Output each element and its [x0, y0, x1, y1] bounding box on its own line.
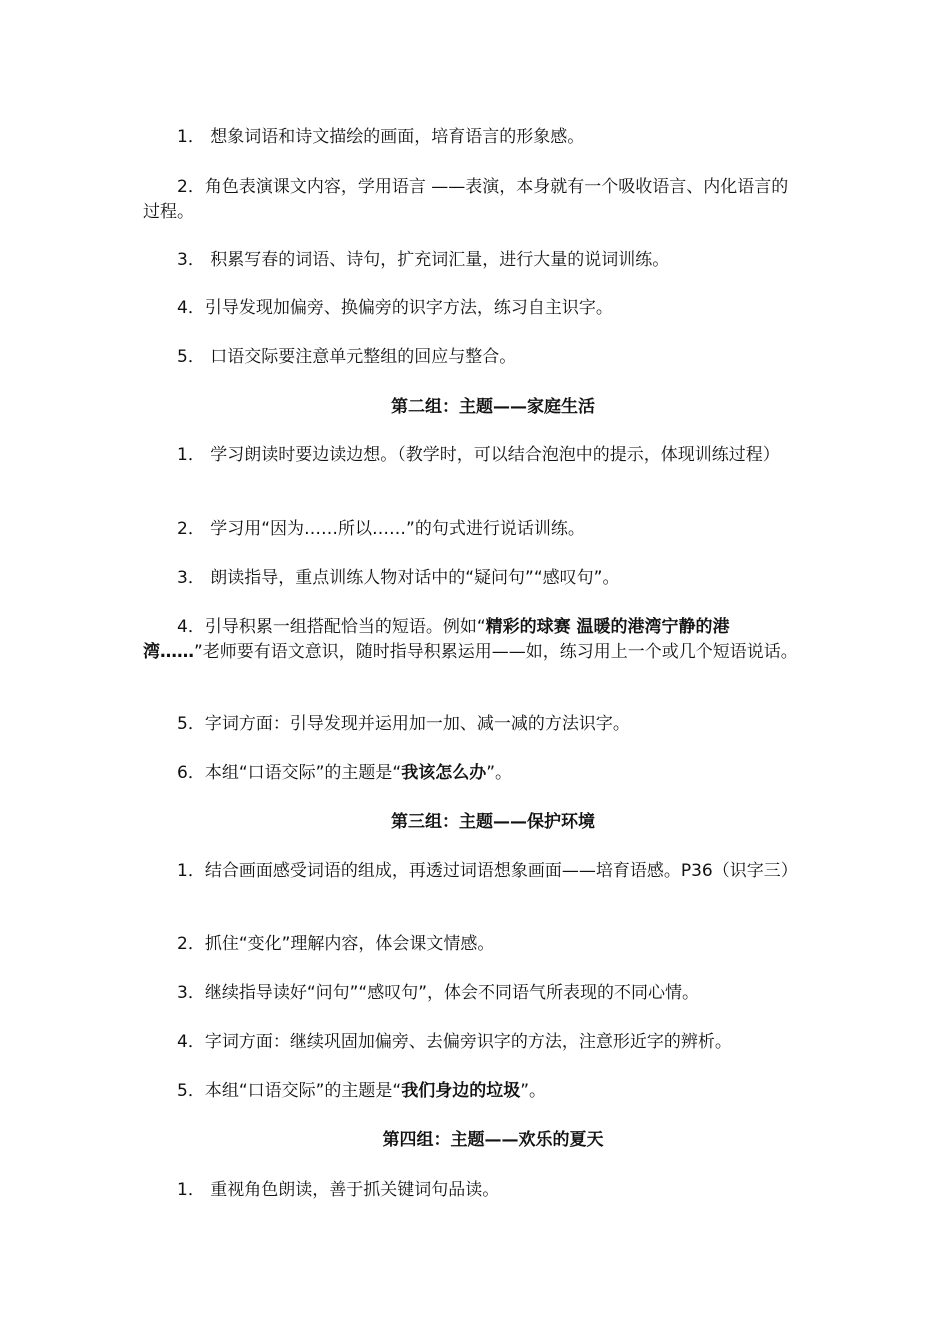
paragraph: 5．字词方面：引导发现并运用加一加、减一减的方法识字。: [177, 714, 630, 734]
section-heading: 第四组：主题——欢乐的夏天: [382, 1130, 604, 1150]
paragraph: 3． 朗读指导，重点训练人物对话中的“疑问句”“感叹句”。: [177, 568, 620, 588]
text-run: 6．本组“口语交际”的主题是“: [177, 763, 402, 783]
paragraph: 4．字词方面：继续巩固加偏旁、去偏旁识字的方法，注意形近字的辨析。: [177, 1032, 732, 1052]
paragraph: [143, 761, 798, 786]
text-run: ”老师要有语文意识，随时指导积累运用——如，练习用上一个或几个短语说话。: [194, 642, 798, 662]
paragraph: 5． 口语交际要注意单元整组的回应与整合。: [177, 347, 517, 367]
paragraph: 4．引导发现加偏旁、换偏旁的识字方法，练习自主识字。: [177, 298, 613, 318]
text-run: 4．引导积累一组搭配恰当的短语。例如“: [177, 617, 486, 637]
paragraph: 1．结合画面感受词语的组成，再透过词语想象画面——培育语感。P36（识字三）: [177, 861, 798, 881]
bold-text: 精彩的球赛 温暖的港湾宁静的港湾……: [143, 617, 730, 662]
paragraph: [143, 615, 798, 665]
text-run: ”。: [486, 763, 513, 783]
section-heading: 第三组：主题——保护环境: [391, 812, 595, 832]
bold-text: 我该怎么办: [401, 763, 487, 783]
bold-text: 我们身边的垃圾: [401, 1081, 521, 1101]
paragraph: [143, 1079, 798, 1104]
paragraph: 2． 学习用“因为……所以……”的句式进行说话训练。: [177, 519, 585, 539]
paragraph: 1． 想象词语和诗文描绘的画面，培育语言的形象感。: [177, 127, 585, 147]
paragraph: 1． 重视角色朗读，善于抓关键词句品读。: [177, 1180, 500, 1200]
paragraph: 2．角色表演课文内容，学用语言 ——表演，本身就有一个吸收语言、内化语言的过程。: [143, 177, 789, 222]
text-run: 5．本组“口语交际”的主题是“: [177, 1081, 402, 1101]
section-heading: 第二组：主题——家庭生活: [391, 397, 595, 417]
paragraph: 2．抓住“变化”理解内容，体会课文情感。: [177, 934, 495, 954]
paragraph: 1． 学习朗读时要边读边想。（教学时，可以结合泡泡中的提示，体现训练过程）: [177, 445, 780, 465]
paragraph: 3． 积累写春的词语、诗句，扩充词汇量，进行大量的说词训练。: [177, 250, 670, 270]
paragraph: 3．继续指导读好“问句”“感叹句”，体会不同语气所表现的不同心情。: [177, 983, 700, 1003]
text-run: ”。: [520, 1081, 547, 1101]
